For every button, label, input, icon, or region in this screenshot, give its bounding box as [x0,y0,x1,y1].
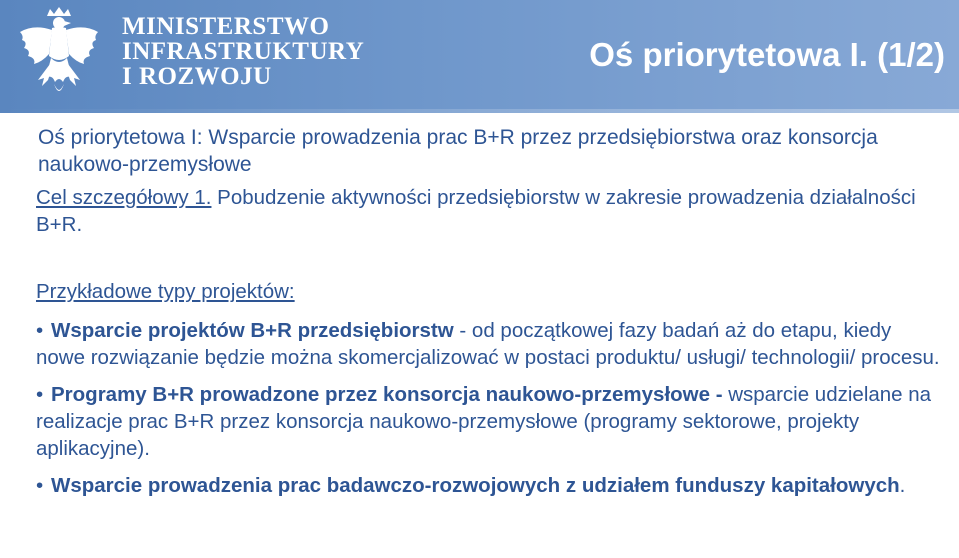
ministry-name [122,14,364,89]
objective-label: Cel szczegółowy 1. [36,186,212,209]
bullet-bold-text: Programy B+R prowadzone przez konsorcja naukowo-przemysłowe - [51,383,723,406]
bullet-dot-icon: • [36,383,44,406]
specific-objective [36,184,941,238]
bullet-bold-text: Wsparcie projektów B+R przedsiębiorstw [51,319,454,342]
objective-text: Pobudzenie aktywności przedsiębiorstw w zakresie prowadzenia działalności B+R. [36,186,916,236]
bullet-item [36,381,941,462]
examples-heading: Przykładowe typy projektów: [36,280,295,303]
bullet-dot-icon: • [36,319,44,342]
bullet-dot-icon: • [36,474,44,497]
ministry-name-line3: I ROZWOJU [122,63,272,90]
bullet-bold-text: Wsparcie prowadzenia prac badawczo-rozwojowych z udziałem funduszy kapitałowych [51,474,900,497]
header-banner [0,0,959,113]
bullet-text: - od początkowej fazy badań aż do etapu, kiedy nowe rozwiązanie będzie można skomercjalizować w postaci produktu/ usługi/ technologii/ procesu. [36,319,940,369]
ministry-name-line2: INFRASTRUKTURY [122,38,365,65]
slide-title: Oś priorytetowa I. (1/2) [589,36,945,73]
bullet-text: . [899,474,906,497]
bullet-text: wsparcie udzielane na realizacje prac B+R przez konsorcja naukowo-przemysłowe (programy sektorowe, projekty aplikacyjne). [36,383,932,460]
bullet-item [36,472,941,499]
polish-eagle-icon [14,6,104,106]
bullet-item [36,317,941,371]
ministry-name-line1: MINISTERSTWO [122,13,330,40]
slide-content [36,120,941,509]
priority-axis-heading: Oś priorytetowa I: Wsparcie prowadzenia prac B+R przez przedsiębiorstwa oraz konsorcja naukowo-przemysłowe [38,126,878,176]
